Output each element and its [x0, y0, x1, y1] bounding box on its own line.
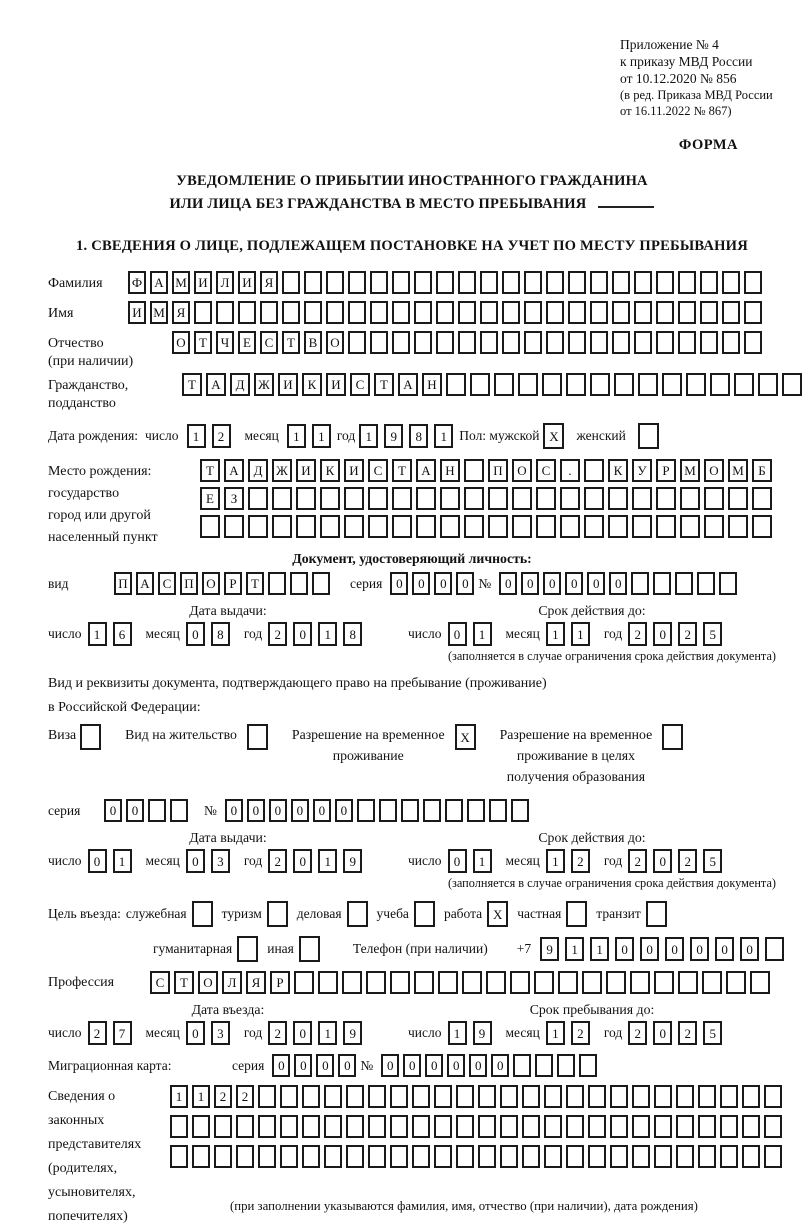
edu-residence-checkbox[interactable]	[662, 724, 683, 750]
purpose-work-checkbox[interactable]: X	[487, 901, 508, 927]
representatives-note: (при заполнении указываются фамилия, имя, отчество (при наличии), дата рождения)	[230, 1199, 698, 1213]
migration-card-row	[48, 1054, 776, 1077]
surname-row	[48, 271, 776, 294]
doc-issue-month-cells[interactable]: 0 8	[186, 622, 236, 646]
doc-kind-label: вид	[48, 575, 69, 591]
migration-number-label: №	[360, 1057, 374, 1073]
entry-stay-dates: Дата въезда: число 2 7 месяц 0 3 год 2 0 1 9 Срок пребывания до: число 1 9 месяц 1 2 год 2 0 2 5	[48, 1002, 776, 1045]
purpose-business-checkbox[interactable]	[347, 901, 368, 927]
appendix-line: Приложение № 4	[620, 37, 719, 52]
residence-valid-day-cells[interactable]: 0 1	[448, 849, 498, 873]
doc-number-label: №	[478, 575, 492, 591]
residence-number-label: №	[204, 802, 217, 818]
residence-valid-heading: Срок действия до:	[538, 830, 646, 845]
residence-valid-month-cells[interactable]: 1 2	[546, 849, 596, 873]
identity-doc-row	[48, 572, 776, 595]
citizenship-label: Гражданство, подданство	[48, 378, 129, 411]
birthplace-label: Место рождения: государство город или другой населенный пункт	[48, 464, 158, 545]
migration-card-label: Миграционная карта:	[48, 1057, 172, 1073]
residence-doc-options	[48, 724, 776, 787]
phone-prefix: +7	[516, 941, 532, 956]
patronymic-cells[interactable]: О Т Ч Е С Т В О	[172, 331, 766, 354]
doc-series-cells[interactable]: 0 0 0 0	[390, 572, 478, 595]
patronymic-row	[48, 331, 776, 371]
purpose-row2: гуманитарная иная Телефон (при наличии) +7 9 1 1 0 0 0 0 0 0	[48, 936, 776, 962]
purpose-label: Цель въезда:	[48, 906, 121, 921]
residence-valid-year-cells[interactable]: 2 0 2 5	[628, 849, 728, 873]
migration-number-cells[interactable]: 0 0 0 0 0 0	[381, 1054, 601, 1077]
residence-valid-note: (заполняется в случае ограничения срока действия документа)	[447, 876, 776, 890]
residence-doc-series-row	[48, 799, 776, 822]
appendix-block	[620, 36, 776, 119]
doc-issue-heading: Дата выдачи:	[189, 603, 267, 618]
patronymic-label: Отчество (при наличии)	[48, 336, 134, 369]
edu-residence-label: Разрешение на временное проживание в целях получения образования	[499, 727, 653, 784]
form-label: ФОРМА	[678, 137, 738, 153]
stay-year-cells[interactable]: 2 0 2 5	[628, 1021, 728, 1045]
birthdate-row	[48, 423, 776, 449]
sex-male-label: Пол: мужской	[459, 428, 540, 443]
purpose-transit-checkbox[interactable]	[646, 901, 667, 927]
purpose-other-checkbox[interactable]	[299, 936, 320, 962]
doc-valid-heading: Срок действия до:	[538, 603, 646, 618]
doc-issue-year-cells[interactable]: 2 0 1 8	[268, 622, 368, 646]
birth-month-label: месяц	[244, 428, 279, 443]
citizenship-row	[48, 373, 776, 413]
sex-male-checkbox[interactable]: X	[543, 423, 564, 449]
visa-checkbox[interactable]	[80, 724, 101, 750]
firstname-label: Имя	[48, 306, 74, 321]
identity-doc-heading: Документ, удостоверяющий личность:	[292, 551, 532, 566]
purpose-humanitarian-checkbox[interactable]	[237, 936, 258, 962]
residence-permit-checkbox[interactable]	[247, 724, 268, 750]
doc-series-label: серия	[350, 575, 383, 591]
appendix-line: от 10.12.2020 № 856	[620, 71, 737, 86]
stay-day-cells[interactable]: 1 9	[448, 1021, 498, 1045]
doc-number-cells[interactable]: 0 0 0 0 0 0	[499, 572, 741, 595]
birthplace-cells-row3[interactable]	[200, 515, 776, 538]
doc-kind-cells[interactable]: П А С П О Р Т	[114, 572, 334, 595]
purpose-private-checkbox[interactable]	[566, 901, 587, 927]
form-title-line1: УВЕДОМЛЕНИЕ О ПРИБЫТИИ ИНОСТРАННОГО ГРАЖДАНИНА	[176, 173, 648, 189]
residence-doc-intro1: Вид и реквизиты документа, подтверждающего право на пребывание (проживание)	[48, 676, 547, 691]
title-blank-underline	[598, 194, 654, 208]
profession-label: Профессия	[48, 975, 115, 990]
citizenship-cells[interactable]: Т А Д Ж И К И С Т А Н	[182, 373, 806, 396]
representatives-row	[48, 1085, 776, 1229]
migration-series-cells[interactable]: 0 0 0 0	[272, 1054, 360, 1077]
birthplace-row	[48, 459, 776, 549]
purpose-study-checkbox[interactable]	[414, 901, 435, 927]
sex-female-label: женский	[576, 428, 626, 443]
temp-residence-checkbox[interactable]: X	[455, 724, 476, 750]
purpose-tourism-checkbox[interactable]	[267, 901, 288, 927]
section1-heading: 1. СВЕДЕНИЯ О ЛИЦЕ, ПОДЛЕЖАЩЕМ ПОСТАНОВКЕ НА УЧЕТ ПО МЕСТУ ПРЕБЫВАНИЯ	[76, 238, 748, 254]
birth-day-cells[interactable]: 1 2	[187, 424, 237, 448]
residence-number-cells[interactable]: 0 0 0 0 0 0	[225, 799, 533, 822]
entry-day-cells[interactable]: 2 7	[88, 1021, 138, 1045]
phone-label: Телефон (при наличии)	[352, 941, 488, 956]
firstname-cells[interactable]: И М Я	[128, 301, 766, 324]
identity-doc-dates: Дата выдачи: число 1 6 месяц 0 8 год 2 0 1 8 Срок действия до: число 0 1 месяц 1 1 год 2 0 2 5 (заполняется в случае ограничения срока действия документа)	[48, 603, 776, 663]
representatives-label: Сведения о законных представителях (родителях, усыновителях, попечителях)	[48, 1089, 142, 1224]
temp-residence-label: Разрешение на временное проживание	[291, 727, 445, 763]
entry-year-cells[interactable]: 2 0 1 9	[268, 1021, 368, 1045]
visa-label: Виза	[48, 727, 77, 742]
representatives-cells-row3[interactable]	[170, 1145, 786, 1168]
doc-valid-note: (заполняется в случае ограничения срока действия документа)	[447, 649, 776, 663]
representatives-cells-row1[interactable]: 1 1 2 2	[170, 1085, 786, 1108]
form-title-line2: ИЛИ ЛИЦА БЕЗ ГРАЖДАНСТВА В МЕСТО ПРЕБЫВАНИЯ	[48, 193, 776, 216]
entry-date-heading: Дата въезда:	[191, 1002, 265, 1017]
residence-series-label: серия	[48, 802, 81, 818]
birthdate-label: Дата рождения:	[48, 428, 139, 443]
profession-row	[48, 971, 776, 994]
doc-valid-month-cells[interactable]: 1 1	[546, 622, 596, 646]
residence-series-cells[interactable]: 0 0	[104, 799, 192, 822]
revision-line: (в ред. Приказа МВД России	[620, 88, 773, 102]
doc-valid-day-cells[interactable]: 0 1	[448, 622, 498, 646]
residence-issue-month-cells[interactable]: 0 3	[186, 849, 236, 873]
surname-cells[interactable]: Ф А М И Л И Я	[128, 271, 766, 294]
birth-year-label: год	[336, 428, 356, 443]
surname-label: Фамилия	[48, 276, 103, 291]
form-title	[48, 170, 776, 216]
doc-issue-day-cells[interactable]: 1 6	[88, 622, 138, 646]
residence-issue-heading: Дата выдачи:	[189, 830, 267, 845]
purpose-row1: Цель въезда: служебная туризм деловая учеба работа X частная транзит	[48, 901, 776, 927]
residence-issue-day-cells[interactable]: 0 1	[88, 849, 138, 873]
phone-cells[interactable]: 9 1 1 0 0 0 0 0 0	[540, 937, 790, 961]
doc-valid-year-cells[interactable]: 2 0 2 5	[628, 622, 728, 646]
profession-cells[interactable]: С Т О Л Я Р	[150, 971, 774, 994]
purpose-official-checkbox[interactable]	[192, 901, 213, 927]
birth-day-label: число	[145, 428, 179, 443]
firstname-row	[48, 301, 776, 324]
stay-until-heading: Срок пребывания до:	[529, 1002, 655, 1017]
residence-permit-label: Вид на жительство	[125, 727, 237, 742]
representatives-cells-row2[interactable]	[170, 1115, 786, 1138]
birthplace-cells-row2[interactable]: Е З	[200, 487, 776, 510]
sex-female-checkbox[interactable]	[638, 423, 659, 449]
residence-issue-year-cells[interactable]: 2 0 1 9	[268, 849, 368, 873]
stay-month-cells[interactable]: 1 2	[546, 1021, 596, 1045]
entry-month-cells[interactable]: 0 3	[186, 1021, 236, 1045]
migration-series-label: серия	[232, 1057, 265, 1073]
birth-month-cells[interactable]: 1 1	[287, 424, 337, 448]
residence-doc-intro2: в Российской Федерации:	[48, 700, 201, 715]
revision-line: от 16.11.2022 № 867)	[620, 104, 732, 118]
residence-doc-dates: Дата выдачи: число 0 1 месяц 0 3 год 2 0 1 9 Срок действия до: число 0 1 месяц 1 2 год 2 0 2 5 (заполняется в случае ограничения срока действия документа)	[48, 830, 776, 890]
appendix-line: к приказу МВД России	[620, 54, 753, 69]
birthplace-cells-row1[interactable]: Т А Д Ж И К И С Т А Н П О С . К У Р М О М Б	[200, 459, 776, 482]
birth-year-cells[interactable]: 1 9 8 1	[359, 424, 459, 448]
